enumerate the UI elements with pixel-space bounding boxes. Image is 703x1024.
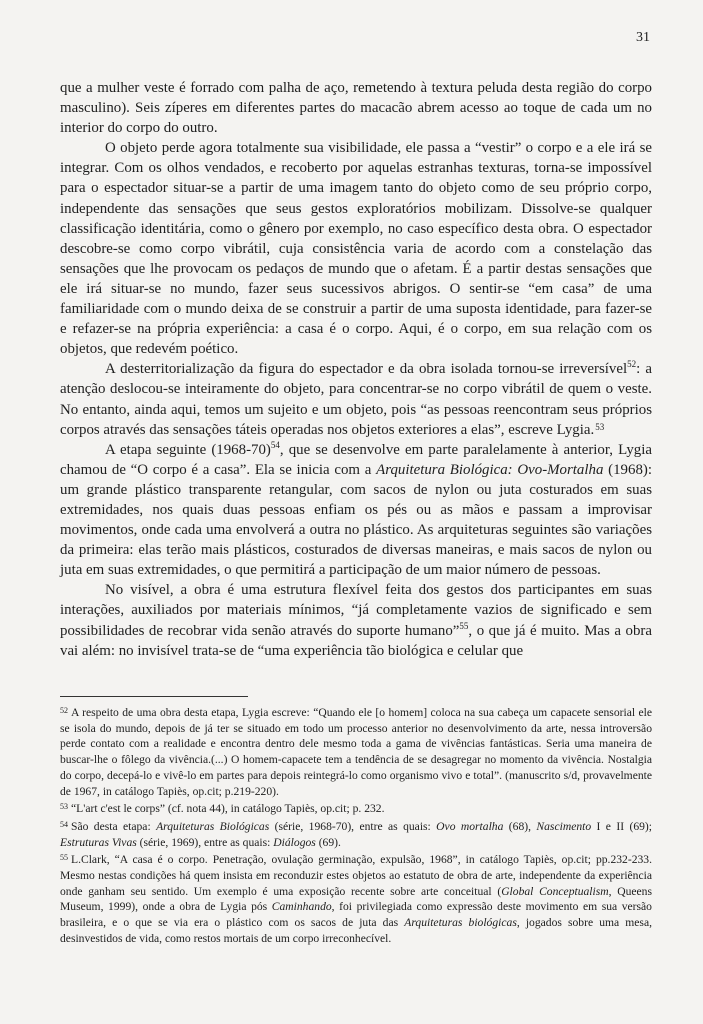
footnote-text: I e II (69);	[591, 819, 652, 833]
artwork-title: Caminhando	[271, 900, 332, 914]
footnote-number: 52	[60, 706, 68, 715]
footnote-text: (68),	[503, 819, 537, 833]
paragraph-text: (1968): um grande plástico transparente retangular, com sacos de nylon ou juta costurados em suas extremidades, nos quais duas pessoas enfiam os pés ou as mãos e passam a improvisar movimentos, onde cada uma envolverá a outra no plástico. As arquiteturas seguintes são variações da primeira: elas terão mais plásticos, costurados de diversas maneiras, e mais sacos de nylon ou juta em suas extremidades, o que permitirá a participação de um maior número de pessoas.	[60, 461, 652, 579]
footnote	[60, 817, 652, 850]
page-number: 31	[636, 30, 650, 45]
artwork-title: Diálogos	[273, 835, 316, 849]
footnote-text: , jogados sobre uma mesa, desinvestidos de vida, como restos mortais de um corpo irreconhecível.	[60, 916, 652, 945]
paragraph-text: : a atenção deslocou-se inteiramente do objeto, para concentrar-se no corpo vibrátil de quem o veste. No entanto, ainda aqui, temos um sujeito e um objeto, pois “as pessoas reencontram seus próprios corpos através das sensações táteis operadas nos objetos exteriores a elas”, escreve Lygia.	[60, 361, 652, 438]
footnote-text: , Queens Museum, 1999), onde a obra de Lygia pós	[60, 884, 652, 914]
footnote-reference: 55	[459, 620, 469, 631]
footnote-text: (série, 1969), entre as quais:	[136, 835, 274, 849]
footnote	[60, 799, 652, 817]
footnote-text: A respeito de uma obra desta etapa, Lygia escreve: “Quando ele [o homem] coloca na sua cabeça um capacete sensorial ele se isola do mundo, depois de já ter se situado em todo um processo anterior no desenvolvimento da arte, nessa introversão perde contato com a realidade e encontra dentro dele mesmo toda a gama de vivências fantásticas. Seria uma maneira de buscar-lhe o fôlego da vivência.(...) O homem-capacete tem a tendência de se desagregar no momento da vivência. Nostalgia do corpo, decepá-lo e vivê-lo em partes para depois reintegrá-lo como organismo vivo e total”. (manuscrito s/d, provavelmente de 1967, in catálogo Tapiès, op.cit; p.219-220).	[60, 706, 652, 798]
footnote-number: 54	[60, 819, 68, 829]
footnotes	[60, 703, 652, 947]
footnote-number: 55	[60, 853, 68, 863]
exhibition-title: Global Conceptualism	[501, 884, 609, 898]
main-text	[60, 78, 652, 661]
paragraph-text: A desterritorialização da figura do espectador e da obra isolada tornou-se irreversível	[105, 361, 628, 378]
footnote-text: , foi privilegiada como expressão deste movimento em sua versão brasileira, e o que se via era o plástico com os sacos de juta das	[60, 900, 652, 930]
footnote-number: 53	[60, 802, 68, 812]
footnote-text: (69).	[315, 835, 341, 849]
artwork-title: Estruturas Vivas	[60, 835, 137, 849]
footnote-divider	[60, 696, 248, 697]
artwork-title: Arquiteturas biológicas	[404, 916, 517, 930]
paragraph: que a mulher veste é forrado com palha de aço, remetendo à textura peluda desta região do corpo masculino). Seis zíperes em diferentes partes do macacão abrem acesso ao toque de cada um no interior do corpo do outro.	[60, 80, 652, 137]
footnote	[60, 850, 652, 946]
footnote	[60, 703, 652, 799]
footnote-reference: 53	[595, 421, 605, 432]
paragraph-text: , o que já é muito. Mas a obra vai além: no invisível trata-se de “uma experiência tão biológica e celular que	[60, 622, 652, 659]
paragraph: O objeto perde agora totalmente sua visibilidade, ele passa a “vestir” o corpo e a ele irá se integrar. Com os olhos vendados, e recoberto por aquelas estranhas texturas, torna-se impossível para o espectador situar-se a partir de uma imagem tanto do objeto como de seu próprio corpo, independente das sensações que seus gestos exploratórios mobilizam. Dissolve-se qualquer classificação identitária, como o gênero por exemplo, no caso específico desta obra. O espectador descobre-se como corpo vibrátil, cuja consistência varia de acordo com a constelação das sensações que lhe provocam os pedaços de mundo que o afetam. É a partir destas sensações que ele irá situar-se no mundo, fazer seus sucessivos abrigos. O sentir-se “em casa” de uma familiaridade com o mundo deixa de se construir a partir de uma suposta identidade, para fazer-se e refazer-se na própria experiência: a casa é o corpo. Aqui, é o corpo, em sua relação com os objetos, que redevém poético.	[60, 140, 652, 358]
artwork-title: Arquiteturas Biológicas	[156, 819, 270, 833]
artwork-title: Arquitetura Biológica: Ovo-Mortalha	[376, 461, 604, 478]
paragraph-text: , que se desenvolve em parte paralelamente à anterior, Lygia chamou de “O corpo é a casa”. Ela se inicia com a	[60, 441, 653, 478]
artwork-title: Nascimento	[536, 819, 592, 833]
paragraph	[60, 440, 652, 581]
paragraph	[60, 580, 652, 660]
paragraph-text: No visível, a obra é uma estrutura flexível feita dos gestos dos participantes em suas interações, auxiliados por materiais mínimos, “já completamente vazios de significado e sem possibilidades de recobrar vida senão através do suporte humano”	[60, 582, 652, 639]
footnote-text: L.Clark, “A casa é o corpo. Penetração, ovulação germinação, expulsão, 1968”, in catálogo Tapiès, op.cit; pp.232-233. Mesmo nestas condições há quem insista em reconduzir estes objetos ao estatuto de obra de arte, independente da experiência onde ganham seu sentido. Um exemplo é uma exposição recente sobre arte conceitual (	[60, 853, 652, 898]
footnote-text: (série, 1968-70), entre as quais:	[269, 819, 437, 833]
footnote-reference: 52	[627, 359, 637, 370]
footnote-text: São desta etapa:	[71, 819, 157, 833]
paragraph	[60, 359, 652, 439]
footnote-text: “L'art c'est le corps” (cf. nota 44), in catálogo Tapiès, op.cit; p. 232.	[71, 802, 385, 816]
artwork-title: Ovo mortalha	[436, 819, 504, 833]
footnote-reference: 54	[270, 439, 280, 450]
paragraph-text: A etapa seguinte (1968-70)	[105, 441, 271, 458]
